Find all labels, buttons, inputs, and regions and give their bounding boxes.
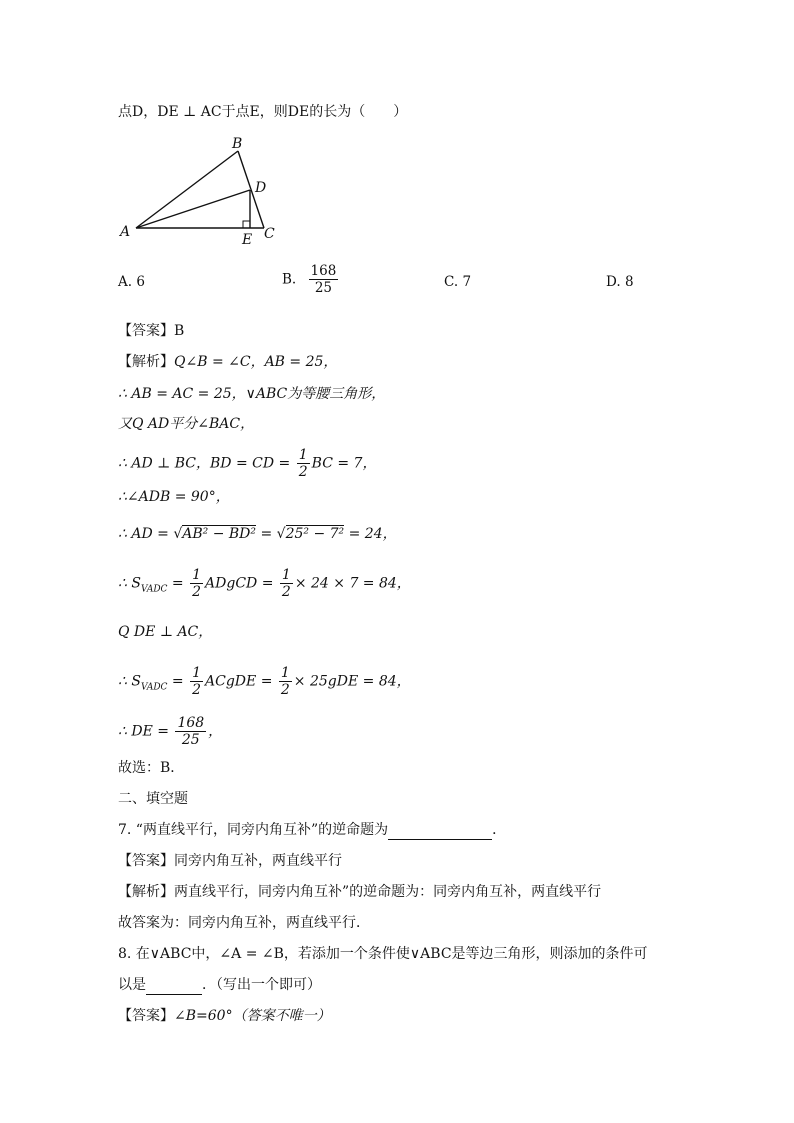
- analysis-line-3: 又Q AD平分∠BAC，: [118, 416, 255, 432]
- q8-stem-line-2: 以是 ．（写出一个即可）: [118, 977, 321, 993]
- analysis-line-4: ∴ AD ⊥ BC，BD = CD = $\frac{1}{2}$ BC = 7，: [118, 447, 377, 480]
- answer-line: 【答案】B: [118, 323, 185, 339]
- q7-conclusion: 故答案为：同旁内角互补，两直线平行．: [118, 915, 370, 931]
- analysis-line-2: ∴ AB = AC = 25，∨ABC为等腰三角形，: [118, 386, 386, 402]
- analysis-line-10: ∴ DE = $\frac{168}{25}$ ，: [118, 715, 223, 748]
- option-b: B. $\frac{168}{25}$: [282, 263, 337, 296]
- analysis-conclusion: 故选：B．: [118, 760, 185, 776]
- section-heading: 二、填空题: [118, 791, 188, 807]
- q7-answer: 【答案】同旁内角互补，两直线平行: [118, 853, 342, 869]
- label-c: C: [264, 226, 275, 242]
- analysis-line-6: ∴ AD = √AB² − BD² = √25² − 7² = 24，: [118, 526, 397, 542]
- label-a: A: [120, 224, 131, 240]
- q7-blank[interactable]: [388, 825, 492, 840]
- triangle-figure: [112, 130, 292, 250]
- q7-stem: 7. “两直线平行，同旁内角互补”的逆命题为 ．: [118, 822, 507, 838]
- analysis-line-8: Q DE ⊥ AC，: [118, 624, 213, 640]
- q7-analysis: 【解析】两直线平行，同旁内角互补”的逆命题为：同旁内角互补，两直线平行: [118, 884, 602, 900]
- analysis-line-9: ∴ $S_{VADC}$ = $\frac{1}{2}$ ACgDE = $\frac{1}{2}$ × 25gDE = 84，: [118, 665, 411, 698]
- analysis-line-1: 【解析】Q∠B = ∠C，AB = 25，: [118, 354, 338, 370]
- option-a: A. 6: [118, 274, 145, 290]
- label-e: E: [242, 232, 253, 248]
- option-c: C. 7: [444, 274, 472, 290]
- label-d: D: [255, 180, 267, 196]
- q8-blank[interactable]: [146, 980, 202, 995]
- q8-stem-line-1: 8. 在∨ABC中，∠A = ∠B，若添加一个条件使∨ABC是等边三角形，则添加的条件可: [118, 946, 648, 962]
- option-d: D. 8: [606, 274, 634, 290]
- analysis-line-7: ∴ $S_{VADC}$ = $\frac{1}{2}$ ADgCD = $\frac{1}{2}$ × 24 × 7 = 84，: [118, 567, 411, 600]
- label-b: B: [232, 136, 243, 152]
- analysis-line-5: ∴∠ADB = 90°，: [118, 489, 230, 505]
- q8-answer: 【答案】∠B=60°（答案不唯一）: [118, 1008, 331, 1024]
- question-stem: 点D，DE ⊥ AC于点E，则DE的长为（ ）: [118, 104, 408, 120]
